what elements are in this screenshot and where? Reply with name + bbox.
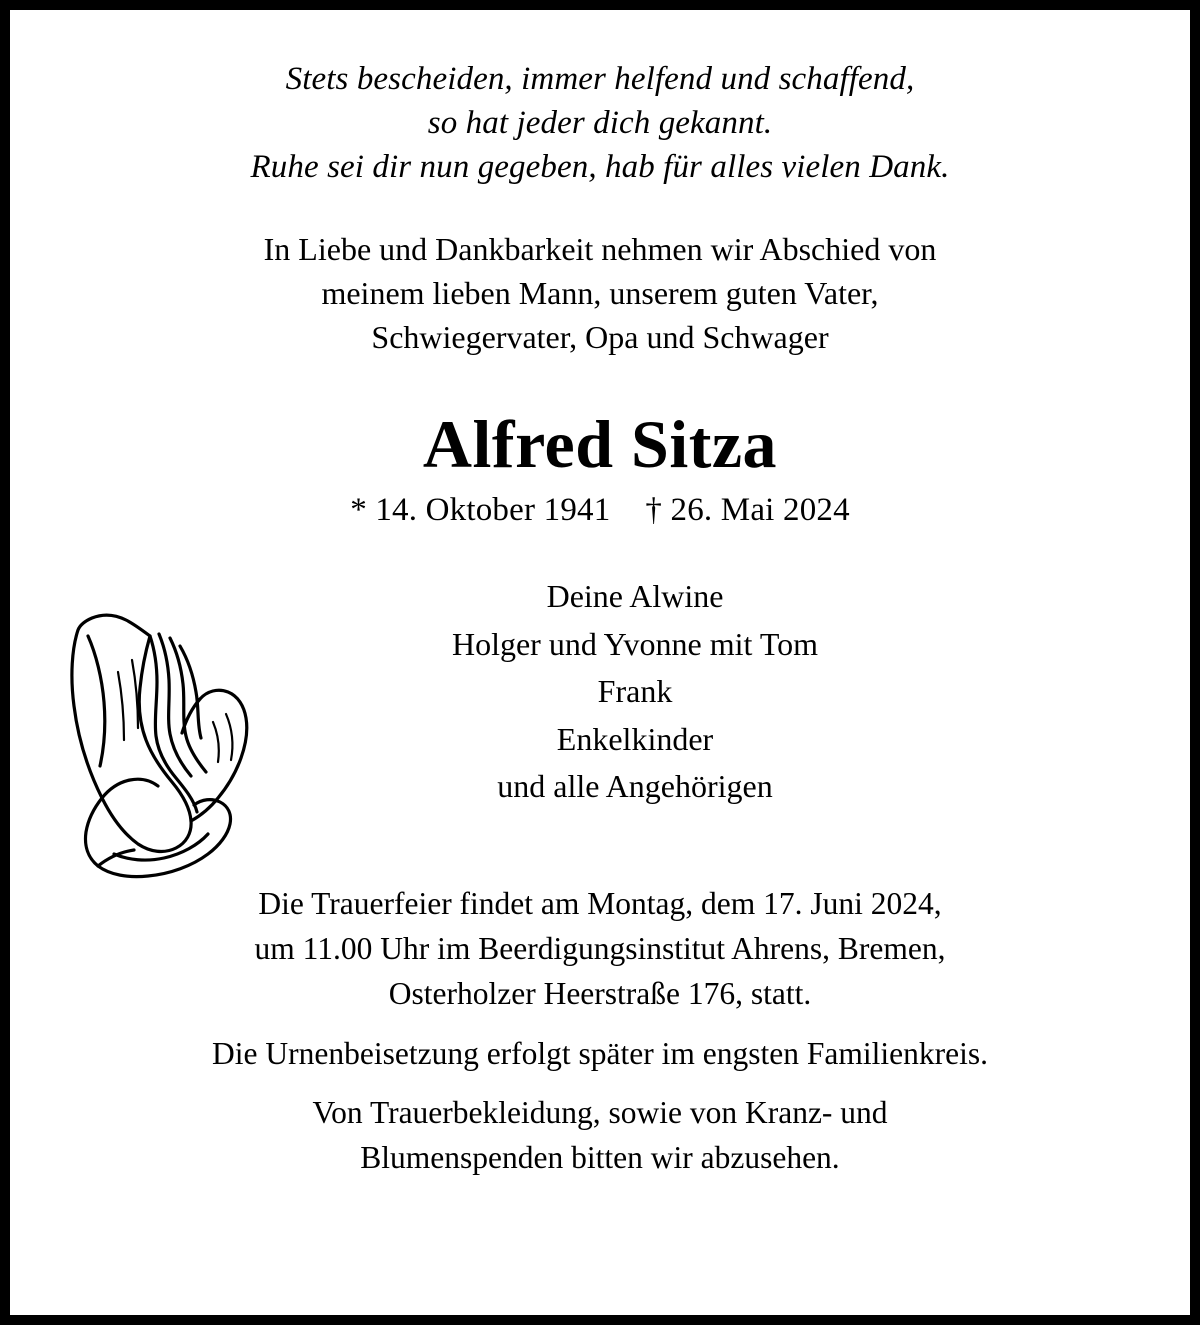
family-member: Deine Alwine <box>546 578 724 615</box>
dress-note-line-1: Von Trauerbekleidung, sowie von Kranz- und <box>312 1095 888 1131</box>
obituary-inner <box>10 10 1190 1315</box>
intro-line-2: meinem lieben Mann, unserem guten Vater, <box>321 274 879 311</box>
ceremony-line-3: Osterholzer Heerstraße 176, statt. <box>388 975 812 1011</box>
life-dates <box>70 492 1130 529</box>
verse-line-1: Stets bescheiden, immer helfend und schaffend, <box>285 61 915 97</box>
dress-note-line-2: Blumenspenden bitten wir abzusehen. <box>360 1139 840 1175</box>
urn-note <box>70 1032 1130 1077</box>
dress-note <box>70 1091 1130 1180</box>
intro-line-3: Schwiegervater, Opa und Schwager <box>371 318 829 355</box>
birth-date: * 14. Oktober 1941 <box>350 492 611 529</box>
intro-line-1: In Liebe und Dankbarkeit nehmen wir Abschied von <box>263 230 937 267</box>
closing-information <box>70 882 1130 1180</box>
deceased-name: Alfred Sitza <box>422 406 778 483</box>
family-member: Holger und Yvonne mit Tom <box>451 625 819 662</box>
family-member: und alle Angehörigen <box>497 767 773 804</box>
ceremony-line-1: Die Trauerfeier findet am Montag, dem 17. Juni 2024, <box>258 886 942 922</box>
memorial-verse <box>70 58 1130 190</box>
ceremony-details <box>70 882 1130 1016</box>
introduction-text <box>70 227 1130 359</box>
verse-line-2: so hat jeder dich gekannt. <box>427 104 773 141</box>
death-date: † 26. Mai 2024 <box>645 492 850 529</box>
family-member: Enkelkinder <box>556 720 714 757</box>
family-member: Frank <box>597 673 673 710</box>
urn-note-line: Die Urnenbeisetzung erfolgt später im engsten Familienkreis. <box>212 1036 988 1072</box>
verse-line-3: Ruhe sei dir nun gegeben, hab für alles vielen Dank. <box>250 148 950 185</box>
ceremony-line-2: um 11.00 Uhr im Beerdigungsinstitut Ahrens, Bremen, <box>254 931 946 966</box>
praying-hands-icon <box>58 602 308 882</box>
